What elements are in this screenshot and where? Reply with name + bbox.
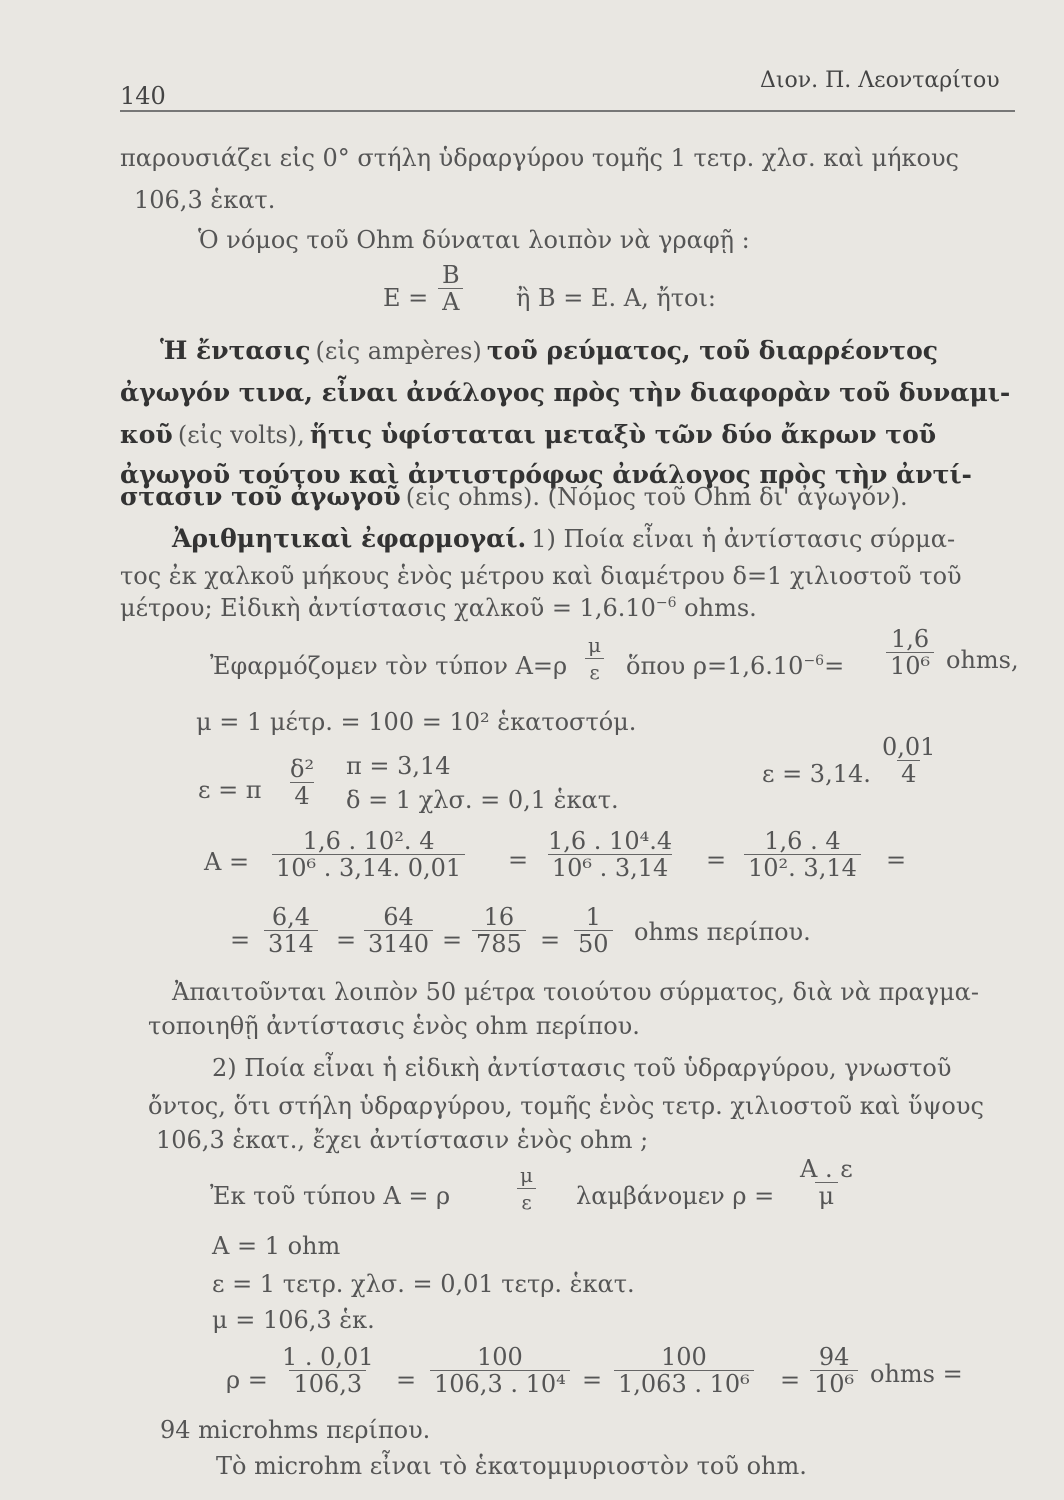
equals: = bbox=[886, 846, 907, 874]
equals: = bbox=[706, 846, 727, 874]
fraction bbox=[584, 632, 605, 685]
equation-lhs: A = bbox=[204, 848, 250, 876]
fraction bbox=[796, 1156, 857, 1209]
text-line: ὄντος, ὅτι στήλη ὑδραργύρου, τομῆς ἑνὸς τετρ. χιλιοστοῦ καὶ ὕψους bbox=[148, 1092, 984, 1120]
fraction bbox=[278, 1344, 378, 1397]
denominator: μ bbox=[815, 1182, 839, 1209]
fraction bbox=[438, 262, 464, 315]
law-line bbox=[120, 420, 936, 449]
numerator: 1,6 . 10². 4 bbox=[302, 827, 435, 855]
equals: = bbox=[442, 926, 463, 954]
numerator: 1 bbox=[585, 903, 601, 931]
text-line: 94 microhms περίπου. bbox=[160, 1416, 431, 1444]
fraction bbox=[430, 1344, 570, 1397]
fraction bbox=[272, 828, 465, 881]
numerator: 94 bbox=[818, 1343, 850, 1371]
law-line bbox=[160, 336, 938, 365]
text: ὅπου ρ=1,6.10 bbox=[626, 652, 804, 680]
numerator: 64 bbox=[383, 903, 414, 931]
text-line bbox=[120, 594, 757, 622]
text-line: μ = 106,3 ἑκ. bbox=[212, 1306, 375, 1334]
text-line: A = 1 ohm bbox=[212, 1232, 341, 1260]
law-line bbox=[120, 482, 908, 511]
numerator: 100 bbox=[660, 1343, 707, 1371]
denominator: 785 bbox=[472, 930, 526, 957]
denominator: 10⁶ . 3,14 bbox=[548, 854, 672, 881]
text: ε = 3,14. bbox=[762, 760, 871, 788]
text: (εἰς ohms). (Νόμος τοῦ Ohm δι' ἀγωγόν). bbox=[405, 483, 908, 511]
equals: = bbox=[336, 926, 357, 954]
fraction bbox=[810, 1344, 858, 1397]
denominator: 3140 bbox=[364, 930, 433, 957]
fraction bbox=[264, 904, 318, 957]
text: ohms περίπου. bbox=[634, 918, 811, 946]
text: π = 3,14 bbox=[346, 752, 451, 780]
fraction bbox=[364, 904, 433, 957]
numerator: 1,6 . 10⁴.4 bbox=[548, 827, 673, 855]
denominator: 10⁶ bbox=[886, 652, 934, 679]
exponent: −6 bbox=[803, 653, 825, 669]
text: 1) Ποία εἶναι ἡ ἀντίστασις σύρμα- bbox=[531, 525, 956, 553]
text-line: Ὁ νόμος τοῦ Ohm δύναται λοιπὸν νὰ γραφῇ : bbox=[198, 226, 750, 254]
bold-text: στασιν τοῦ ἀγωγοῦ bbox=[120, 482, 401, 511]
bold-text: Ἡ ἔντασις bbox=[160, 336, 311, 365]
denominator: A bbox=[438, 288, 463, 315]
text: ohms, bbox=[946, 646, 1019, 674]
text: (εἰς volts), bbox=[177, 421, 305, 449]
denominator: 1,063 . 10⁶ bbox=[614, 1370, 754, 1397]
text: λαμβάνομεν ρ = bbox=[576, 1182, 775, 1210]
page-number: 140 bbox=[120, 82, 166, 110]
text-line: Ἀπαιτοῦνται λοιπὸν 50 μέτρα τοιούτου σύρματος, διὰ νὰ πραγμα- bbox=[172, 978, 979, 1006]
text-line: Ἐκ τοῦ τύπου A = ρ bbox=[210, 1182, 451, 1210]
text-line: ε = 1 τετρ. χλσ. = 0,01 τετρ. ἑκατ. bbox=[212, 1270, 635, 1298]
header-rule bbox=[120, 110, 1015, 112]
equals: = bbox=[824, 652, 845, 680]
denominator: 106,3 bbox=[289, 1370, 366, 1397]
fraction bbox=[286, 756, 318, 809]
equals: = bbox=[780, 1366, 801, 1394]
numerator: 1,6 bbox=[891, 625, 930, 653]
denominator: 50 bbox=[574, 930, 613, 957]
text: δ = 1 χλσ. = 0,1 ἑκατ. bbox=[346, 786, 619, 814]
denominator: 10⁶ . 3,14. 0,01 bbox=[272, 854, 465, 881]
equation-lhs: E = bbox=[383, 284, 429, 312]
equation-lhs: ε = π bbox=[198, 776, 262, 804]
text-line: τος ἐκ χαλκοῦ μήκους ἑνὸς μέτρου καὶ διαμέτρου δ=1 χιλιοστοῦ τοῦ bbox=[120, 562, 962, 590]
numerator: μ bbox=[588, 633, 601, 657]
equation-rest: ἢ B = E. A, ἤτοι: bbox=[516, 284, 716, 312]
text bbox=[626, 652, 844, 680]
fraction bbox=[744, 828, 861, 881]
denominator: ε bbox=[517, 1188, 535, 1215]
text-line: 106,3 ἑκατ. bbox=[134, 186, 276, 214]
bold-text: τοῦ ρεύματος, τοῦ διαρρέοντος bbox=[486, 336, 938, 365]
text: μέτρου; Εἰδικὴ ἀντίστασις χαλκοῦ = 1,6.10 bbox=[120, 594, 656, 622]
text-line: Ἐφαρμόζομεν τὸν τύπον A=ρ bbox=[210, 652, 568, 680]
equals: = bbox=[540, 926, 561, 954]
numerator: 16 bbox=[483, 903, 515, 931]
equation-lhs: ρ = bbox=[226, 1366, 268, 1394]
denominator: ε bbox=[585, 658, 603, 685]
numerator: 100 bbox=[476, 1343, 523, 1371]
numerator: δ² bbox=[290, 755, 315, 783]
exponent: −6 bbox=[655, 595, 677, 611]
equals: = bbox=[230, 926, 251, 954]
fraction bbox=[516, 1162, 537, 1215]
fraction bbox=[574, 904, 613, 957]
section-line bbox=[172, 524, 955, 553]
law-line: ἀγωγοῦ τούτου καὶ ἀντιστρόφως ἀνάλογος πρὸς τὴν ἀντί- bbox=[120, 460, 972, 489]
fraction bbox=[878, 734, 939, 787]
law-line: ἀγωγόν τινα, εἶναι ἀνάλογος πρὸς τὴν διαφορὰν τοῦ δυναμι- bbox=[120, 378, 1011, 407]
denominator: 10². 3,14 bbox=[744, 854, 861, 881]
text-line: παρουσιάζει εἰς 0° στήλη ὑδραργύρου τομῆς 1 τετρ. χλσ. καὶ μήκους bbox=[120, 144, 959, 172]
fraction bbox=[886, 626, 934, 679]
numerator: μ bbox=[520, 1163, 533, 1187]
text-line: 106,3 ἑκατ., ἔχει ἀντίστασιν ἑνὸς ohm ; bbox=[156, 1126, 649, 1154]
numerator: 0,01 bbox=[882, 733, 936, 761]
text-line: τοποιηθῇ ἀντίστασις ἑνὸς ohm περίπου. bbox=[148, 1012, 640, 1040]
equals: = bbox=[508, 846, 529, 874]
bold-text: ἥτις ὑφίσταται μεταξὺ τῶν δύο ἄκρων τοῦ bbox=[309, 420, 937, 449]
text: (εἰς ampères) bbox=[315, 337, 482, 365]
numerator: B bbox=[442, 261, 460, 289]
fraction bbox=[472, 904, 526, 957]
fraction bbox=[544, 828, 676, 881]
numerator: 1 . 0,01 bbox=[282, 1343, 374, 1371]
text: ohms. bbox=[684, 594, 757, 622]
denominator: 314 bbox=[264, 930, 318, 957]
text-line: Τὸ microhm εἶναι τὸ ἑκατομμυριοστὸν τοῦ ohm. bbox=[216, 1452, 807, 1480]
equals: = bbox=[396, 1366, 417, 1394]
running-title: Διον. Π. Λεονταρίτου bbox=[760, 68, 1000, 93]
bold-text: κοῦ bbox=[120, 420, 173, 449]
fraction bbox=[614, 1344, 754, 1397]
numerator: 1,6 . 4 bbox=[764, 827, 841, 855]
text-line: 2) Ποία εἶναι ἡ εἰδικὴ ἀντίστασις τοῦ ὑδραργύρου, γνωστοῦ bbox=[212, 1054, 952, 1082]
section-title: Ἀριθμητικαὶ ἐφαρμογαί. bbox=[172, 524, 527, 553]
denominator: 4 bbox=[290, 782, 313, 809]
denominator: 4 bbox=[897, 760, 920, 787]
equals: = bbox=[582, 1366, 603, 1394]
numerator: 6,4 bbox=[271, 903, 310, 931]
denominator: 10⁶ bbox=[810, 1370, 858, 1397]
text: ohms = bbox=[870, 1360, 963, 1388]
denominator: 106,3 . 10⁴ bbox=[430, 1370, 570, 1397]
numerator: A . ε bbox=[800, 1155, 853, 1183]
text-line: μ = 1 μέτρ. = 100 = 10² ἑκατοστόμ. bbox=[196, 708, 637, 736]
